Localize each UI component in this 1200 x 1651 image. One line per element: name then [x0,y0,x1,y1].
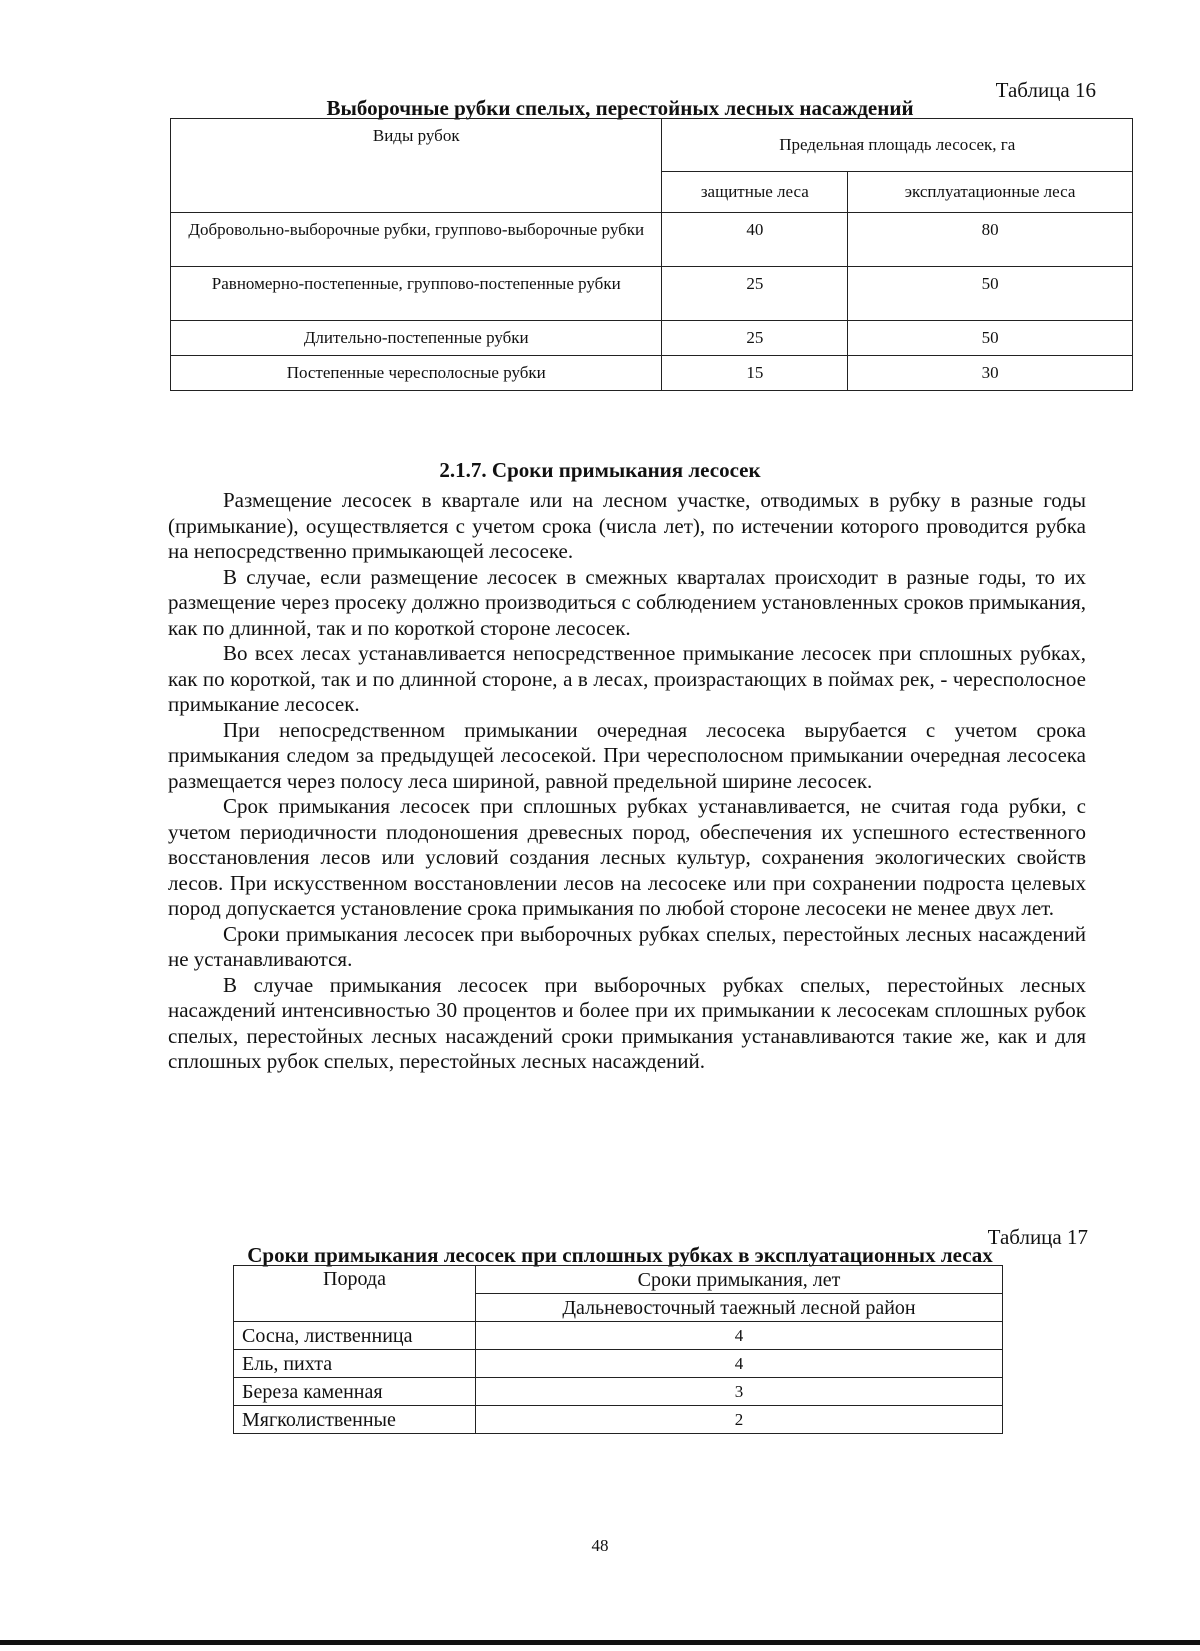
table16-header-protective: защитные леса [662,172,848,213]
table16 [170,118,1133,391]
table16-header-area: Предельная площадь лесосек, га [662,119,1133,172]
table16-row-protective: 40 [662,213,848,267]
table17-row-value: 4 [476,1322,1003,1350]
table-row [171,321,1133,356]
table16-header-kind: Виды рубок [171,119,662,213]
paragraph: Срок примыкания лесосек при сплошных рубках устанавливается, не считая года рубки, с учетом периодичности плодоношения древесных пород, обеспечения их успешного естественного восстановления лесов или условий создания лесных культур, сохранения экологических свойств лесов. При искусственном восстановлении лесов на лесосеке или при сохранении подроста целевых пород допускается установление срока примыкания по любой стороне лесосеки не менее двух лет. [168,794,1086,920]
table-row [171,356,1133,391]
table-row [234,1378,1003,1406]
paragraph: При непосредственном примыкании очередная лесосека вырубается с учетом срока примыкания следом за предыдущей лесосекой. При чересполосном примыкании очередная лесосека размещается через полосу леса шириной, равной предельной ширине лесосек. [168,717,1086,793]
table17-row-value: 3 [476,1378,1003,1406]
table17-row-value: 2 [476,1406,1003,1434]
scan-edge-bar [0,1640,1200,1645]
table16-header-exploitation: эксплуатационные леса [848,172,1133,213]
table17-row-species: Мягколиственные [234,1406,476,1434]
table16-row-name: Длительно-постепенные рубки [171,321,662,356]
page-number: 48 [591,1536,609,1555]
table17-header-terms: Сроки примыкания, лет [476,1266,1003,1294]
table16-title: Выборочные рубки спелых, перестойных лесных насаждений [326,96,914,120]
table-row [234,1406,1003,1434]
paragraph: Во всех лесах устанавливается непосредственное примыкание лесосек при сплошных рубках, как по короткой, так и по длинной стороне, а в лесах, произрастающих в поймах рек, - чересполосное примыкание лесосек. [168,641,1086,716]
section-heading: 2.1.7. Сроки примыкания лесосек [439,458,761,482]
table17-title: Сроки примыкания лесосек при сплошных рубках в эксплуатационных лесах [247,1243,993,1267]
paragraph: В случае, если размещение лесосек в смежных кварталах происходит в разные годы, то их размещение через просеку должно производиться с соблюдением установленных сроков примыкания, как по длинной, так и по короткой стороне лесосек. [168,564,1086,640]
table-row [171,267,1133,321]
table-row [234,1322,1003,1350]
paragraph: Размещение лесосек в квартале или на лесном участке, отводимых в рубку в разные годы (примыкание), осуществляется с учетом срока (числа лет), по истечении которого проводится рубка на непосредственно примыкающей лесосеке. [168,488,1086,563]
table17-row-species: Ель, пихта [234,1350,476,1378]
table16-caption: Таблица 16 [995,78,1096,102]
paragraph: Сроки примыкания лесосек при выборочных рубках спелых, перестойных лесных насаждений не устанавливаются. [168,921,1086,971]
paragraph: В случае примыкания лесосек при выборочных рубках спелых, перестойных лесных насаждений интенсивностью 30 процентов и более при их примыкании к лесосекам сплошных рубок спелых, перестойных лесных насаждений сроки примыкания устанавливаются такие же, как и для сплошных рубок спелых, перестойных лесных насаждений. [168,972,1086,1073]
table16-row-protective: 15 [662,356,848,391]
table16-row-name: Добровольно-выборочные рубки, групповo-выборочные рубки [171,213,662,267]
table16-row-name: Постепенные чересполосные рубки [171,356,662,391]
table16-row-name: Равномерно-постепенные, группово-постепенные рубки [171,267,662,321]
table17-header-region: Дальневосточный таежный лесной район [476,1294,1003,1322]
table17-row-species: Сосна, лиственница [234,1322,476,1350]
table16-row-exploitation: 30 [848,356,1133,391]
table16-row-exploitation: 80 [848,213,1133,267]
table-row [171,213,1133,267]
table17-row-species: Береза каменная [234,1378,476,1406]
table17 [233,1265,1003,1434]
section-body [168,488,1086,1075]
table17-header-species: Порода [234,1266,476,1322]
table16-row-exploitation: 50 [848,267,1133,321]
table-row [234,1350,1003,1378]
table17-caption: Таблица 17 [987,1225,1088,1249]
table17-row-value: 4 [476,1350,1003,1378]
table16-row-exploitation: 50 [848,321,1133,356]
table16-row-protective: 25 [662,321,848,356]
table16-row-protective: 25 [662,267,848,321]
